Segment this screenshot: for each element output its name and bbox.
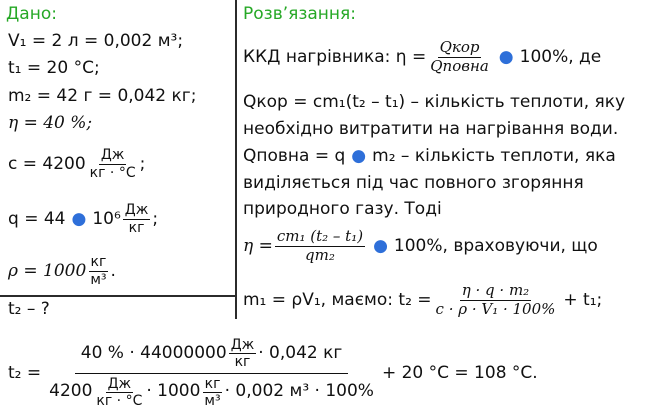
given-rho: ρ = 1000 $\frac{кг}{\text{м³}}$ .: [8, 254, 116, 288]
result-prefix: t₂ =: [8, 363, 42, 383]
result-num-unit: [229, 337, 257, 370]
given-rho-prefix: ρ = 1000: [8, 261, 87, 281]
result-den-b: · 1000: [146, 381, 201, 402]
result-den-u2-den: м³: [204, 392, 221, 409]
solution-title: Розв’язання:: [243, 4, 356, 24]
result-den-c: · 0,002 м³ · 100%: [224, 381, 374, 402]
result-den-u2-num: кг: [204, 375, 221, 392]
given-q-unit-num: Дж: [124, 202, 149, 219]
solution-l4-suffix: m₂ – кількість теплоти, яка: [372, 146, 616, 166]
solution-line-4: [243, 146, 616, 166]
result-den-u1-num: Дж: [107, 375, 132, 392]
result-numerator: [75, 337, 349, 373]
given-q-pow: 10⁶: [92, 209, 121, 229]
t2-fraction: [434, 282, 558, 318]
given-c-prefix: c = 4200: [8, 154, 86, 174]
bullet-icon: ●: [373, 236, 388, 256]
given-q: q = 44 ● 10⁶ $\frac{Дж}{кг}$ ;: [8, 202, 159, 236]
solution-line-5: виділяється під час повного згоряння: [243, 173, 584, 193]
given-q-unit-den: кг: [128, 219, 145, 236]
result-num-b: · 0,042 кг: [258, 343, 343, 364]
solution-line-7: [243, 222, 598, 270]
solution-line-8: [243, 276, 602, 324]
bullet-icon: ●: [351, 146, 367, 166]
given-m2: m₂ = 42 г = 0,042 кг;: [8, 86, 197, 106]
solution-l7-prefix: η =: [243, 236, 273, 256]
given-find: t₂ – ?: [8, 299, 50, 319]
solution-l1-suffix: 100%, де: [519, 47, 602, 67]
solution-l8-suffix: + t₁;: [563, 290, 603, 310]
t2-num: η · q · m₂: [461, 281, 530, 300]
given-rho-unit-num: кг: [90, 254, 107, 271]
given-c-unit-num: Дж: [100, 147, 125, 164]
efficiency-den: Qповна: [430, 56, 489, 75]
result-num-a: 40 % · 44000000: [80, 343, 227, 364]
given-c: c = 4200 $\frac{Дж}{кг \cdot ^\circ C}$ ;: [8, 147, 146, 181]
column-divider: [235, 0, 237, 319]
result-den-unit-1: [94, 376, 144, 409]
solution-line-6: природного газу. Тоді: [243, 199, 442, 219]
solution-l7-suffix: 100%, враховуючи, що: [393, 236, 598, 256]
bullet-icon: ●: [71, 209, 87, 229]
result-num-unit-den: кг: [234, 354, 251, 371]
given-c-unit-den: кг · °C: [89, 164, 136, 181]
result-num-unit-num: Дж: [230, 337, 255, 354]
result-denominator: [47, 374, 376, 409]
solution-line-3: необхідно витратити на нагрівання води.: [243, 119, 619, 139]
result-fraction: [47, 337, 376, 408]
heat-fraction: [275, 228, 365, 264]
given-t1: t₁ = 20 °C;: [8, 58, 100, 78]
result-suffix: + 20 °C = 108 °C.: [381, 363, 538, 383]
given-q-unit: [123, 202, 151, 235]
result-line: [8, 333, 538, 413]
heat-num: cm₁ (t₂ – t₁): [276, 227, 364, 246]
given-rho-unit: [88, 254, 108, 287]
given-rho-unit-den: м³: [90, 271, 107, 288]
bullet-icon: ●: [498, 47, 514, 67]
t2-den: c · ρ · V₁ · 100%: [435, 299, 556, 318]
solution-line-1: [243, 33, 601, 81]
result-den-unit-2: [202, 376, 222, 409]
heat-den: qm₂: [305, 245, 335, 264]
solution-l4-prefix: Qповна = q: [243, 146, 346, 166]
given-v1: V₁ = 2 л = 0,002 м³;: [8, 31, 184, 51]
result-den-a: 4200: [49, 381, 93, 402]
given-divider: [0, 295, 235, 297]
given-title: Дано:: [6, 4, 57, 24]
result-den-u1-den: кг · °C: [96, 392, 143, 409]
given-c-unit: [88, 147, 138, 180]
solution-line-2: Qкор = cm₁(t₂ – t₁) – кількість теплоти, яку: [243, 92, 626, 112]
solution-l8-prefix: m₁ = ρV₁, маємо: t₂ =: [243, 290, 432, 310]
solution-l1-prefix: ККД нагрівника: η =: [243, 47, 427, 67]
given-q-prefix: q = 44: [8, 209, 66, 229]
efficiency-num: Qкор: [439, 38, 480, 57]
given-eta: η = 40 %;: [8, 113, 93, 133]
efficiency-fraction: [428, 39, 491, 75]
